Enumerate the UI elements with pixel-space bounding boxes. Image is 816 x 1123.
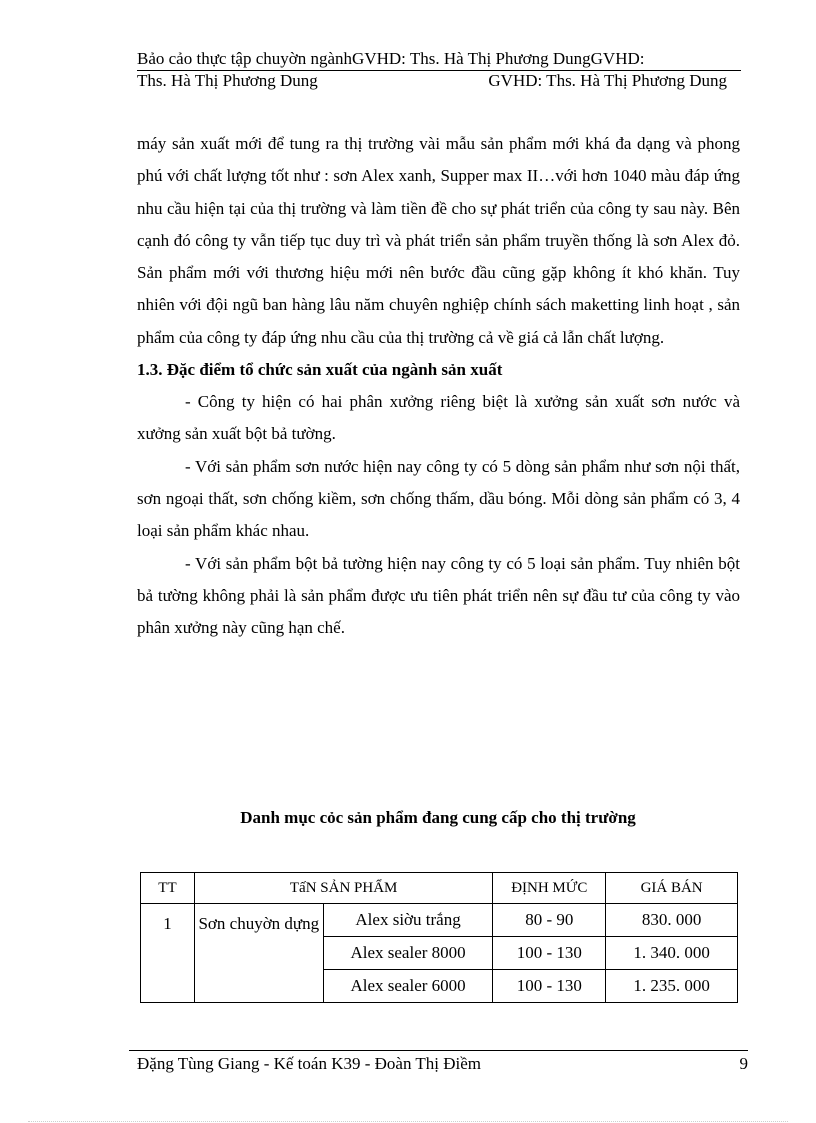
row-norm: 80 - 90 [493, 904, 606, 937]
row-category: Sơn chuyờn dựng [194, 904, 323, 1003]
row-norm: 100 - 130 [493, 937, 606, 970]
page-bottom-edge [28, 1121, 788, 1122]
row-product-name: Alex siờu trắng [323, 904, 493, 937]
header-line-2 [137, 70, 741, 92]
header-product-name: TấN SẢN PHẨM [194, 873, 493, 904]
header-supervisor-right: GVHD: Ths. Hà Thị Phương Dung [488, 71, 727, 90]
header-supervisor-left: Ths. Hà Thị Phương Dung [137, 71, 318, 90]
row-price: 1. 340. 000 [606, 937, 738, 970]
header-tt: TT [141, 873, 195, 904]
product-table [140, 872, 738, 1003]
bullet-paragraph-2: - Với sản phẩm sơn nước hiện nay công ty có 5 dòng sản phẩm như sơn nội thất, sơn ngoại thất, sơn chống kiềm, sơn chống thấm, dầu bóng. Mỗi dòng sản phẩm có 3, 4 loại sản phẩm khác nhau. [137, 456, 740, 541]
header-line-1: Bảo cảo thực tập chuyờn ngànhGVHD: Ths. Hà Thị Phương DungGVHD: [137, 49, 645, 68]
footer-author: Đặng Tùng Giang - Kế toán K39 - Đoàn Thị Điềm [137, 1054, 482, 1073]
running-footer [137, 1054, 748, 1074]
row-norm: 100 - 130 [493, 970, 606, 1003]
header-price: GIÁ BÁN [606, 873, 738, 904]
header-norm: ĐỊNH MỨC [493, 873, 606, 904]
bullet-paragraph-3: - Với sản phẩm bột bả tường hiện nay công ty có 5 loại sản phẩm. Tuy nhiên bột bả tường không phải là sản phẩm được ưu tiên phát triển nên sự đầu tư của công ty vào phân xưởng này cũng hạn chế. [137, 553, 740, 638]
section-heading: 1.3. Đặc điểm tổ chức sản xuất của ngành sản xuất [137, 360, 503, 380]
header-divider [137, 70, 741, 71]
row-price: 1. 235. 000 [606, 970, 738, 1003]
row-tt: 1 [141, 904, 195, 1003]
table-caption: Danh mục cỏc sản phẩm đang cung cấp cho thị trường [240, 808, 636, 827]
row-price: 830. 000 [606, 904, 738, 937]
row-product-name: Alex sealer 6000 [323, 970, 493, 1003]
intro-paragraph: máy sản xuất mới để tung ra thị trường vài mẫu sản phẩm mới khá đa dạng và phong phú với chất lượng tốt như : sơn Alex xanh, Supper max II…với hơn 1040 màu đáp ứng nhu cầu hiện tại của thị trường và làm tiền đề cho sự phát triển của công ty sau này. Bên cạnh đó công ty vẫn tiếp tục duy trì và phát triển sản phẩm truyền thống là sơn Alex đỏ. Sản phẩm mới với thương hiệu mới nên bước đầu cũng gặp không ít khó khăn. Tuy nhiên với đội ngũ ban hàng lâu năm chuyên nghiệp chính sách maketting linh hoạt , sản phẩm của công ty đáp ứng nhu cầu của thị trường cả về giá cả lẫn chất lượng. [137, 134, 740, 347]
row-product-name: Alex sealer 8000 [323, 937, 493, 970]
document-body [137, 128, 740, 644]
bullet-paragraph-1: - Công ty hiện có hai phân xưởng riêng biệt là xưởng sản xuất sơn nước và xưởng sản xuất bột bả tường. [137, 392, 740, 444]
table-header-row [141, 873, 738, 904]
footer-divider [129, 1050, 748, 1051]
page-number: 9 [739, 1054, 748, 1073]
table-row [141, 904, 738, 937]
